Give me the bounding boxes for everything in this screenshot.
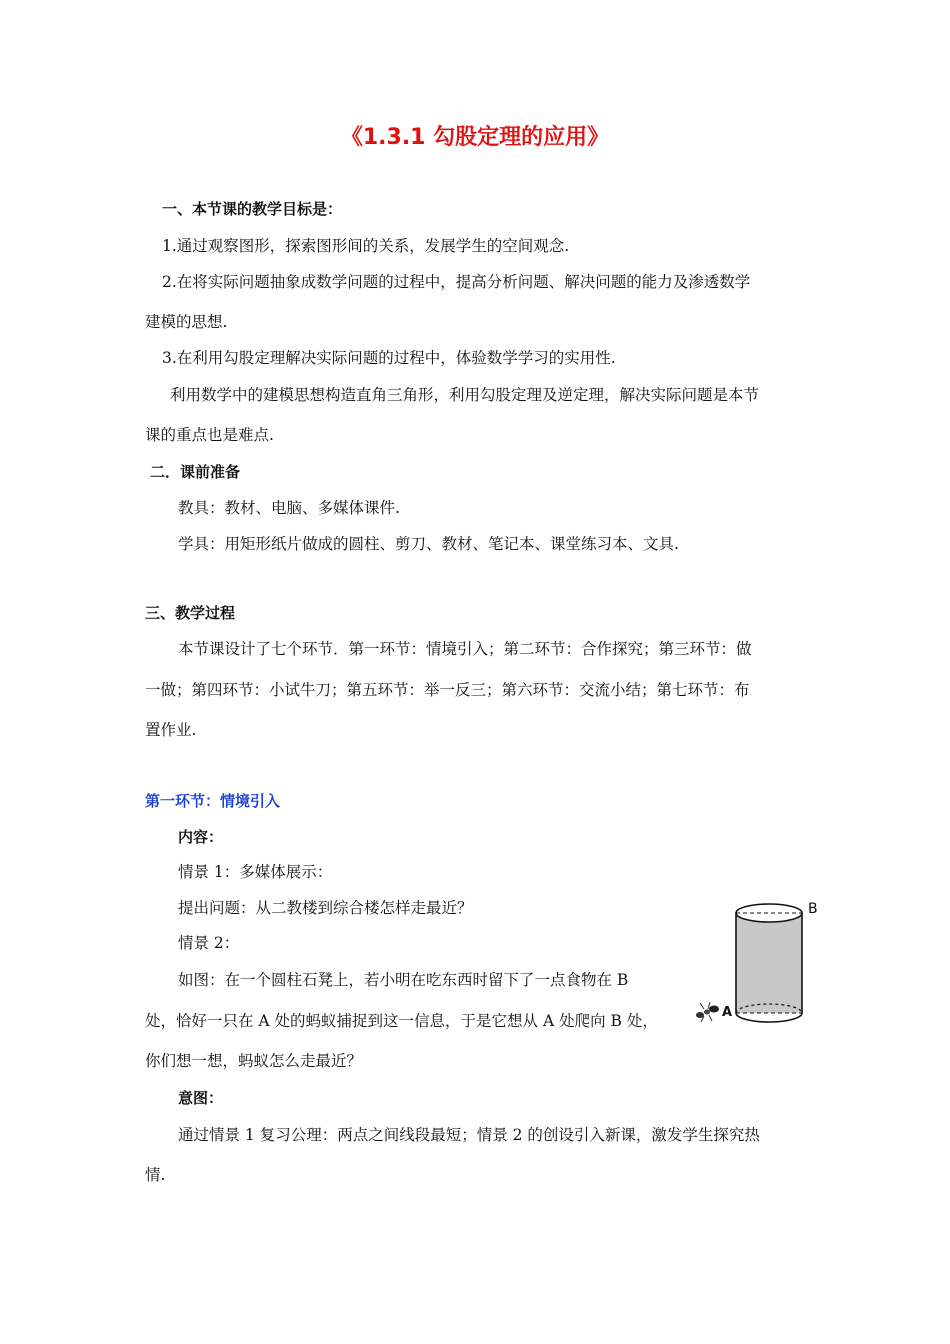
intent-line1: 通过情景 1 复习公理：两点之间线段最短；情景 2 的创设引入新课，激发学生探究热 — [178, 1126, 760, 1144]
process-line3: 置作业. — [145, 721, 197, 739]
label-a: A — [722, 1005, 733, 1020]
scene-2: 情景 2： — [178, 934, 240, 952]
process-line1: 本节课设计了七个环节．第一环节：情境引入；第二环节：合作探究；第三环节：做 — [178, 640, 752, 658]
label-b: B — [808, 901, 818, 917]
figure-text-line2: 处，恰好一只在 A 处的蚂蚁捕捉到这一信息，于是它想从 A 处爬向 B 处， — [145, 1012, 658, 1030]
scene-1: 情景 1：多媒体展示： — [178, 863, 333, 881]
goal-3: 3.在利用勾股定理解决实际问题的过程中，体验数学学习的实用性. — [162, 349, 616, 367]
goal-2-line1: 2.在将实际问题抽象成数学问题的过程中，提高分析问题、解决问题的能力及渗透数学 — [162, 273, 751, 291]
process-line2: 一做；第四环节：小试牛刀；第五环节：举一反三；第六环节：交流小结；第七环节：布 — [145, 681, 750, 699]
intent-label: 意图： — [178, 1089, 224, 1107]
intent-line2: 情. — [145, 1166, 166, 1184]
key-point-line1: 利用数学中的建模思想构造直角三角形，利用勾股定理及逆定理，解决实际问题是本节 — [170, 386, 760, 404]
document-title: 《1.3.1 勾股定理的应用》 — [340, 125, 610, 150]
cylinder-body — [736, 913, 802, 1013]
cylinder-bottom-front — [736, 1013, 802, 1022]
key-point-line2: 课的重点也是难点. — [145, 426, 274, 444]
figure-text-line3: 你们想一想，蚂蚁怎么走最近？ — [145, 1052, 363, 1070]
content-label: 内容： — [178, 828, 224, 846]
ant-icon — [696, 1002, 719, 1022]
section2-heading: 二．课前准备 — [150, 463, 241, 481]
cylinder-figure — [690, 895, 830, 1035]
stage1-heading: 第一环节：情境引入 — [145, 792, 281, 810]
student-tools: 学具：用矩形纸片做成的圆柱、剪刀、教材、笔记本、课堂练习本、文具. — [178, 535, 679, 553]
question: 提出问题：从二教楼到综合楼怎样走最近？ — [178, 899, 473, 917]
section1-heading: 一、本节课的教学目标是： — [162, 200, 343, 218]
goal-2-line2: 建模的思想. — [145, 313, 228, 331]
section3-heading: 三、教学过程 — [145, 604, 236, 622]
teacher-tools: 教具：教材、电脑、多媒体课件. — [178, 499, 400, 517]
goal-1: 1.通过观察图形，探索图形间的关系，发展学生的空间观念. — [162, 237, 570, 255]
figure-text-line1: 如图：在一个圆柱石凳上，若小明在吃东西时留下了一点食物在 B — [178, 971, 629, 989]
